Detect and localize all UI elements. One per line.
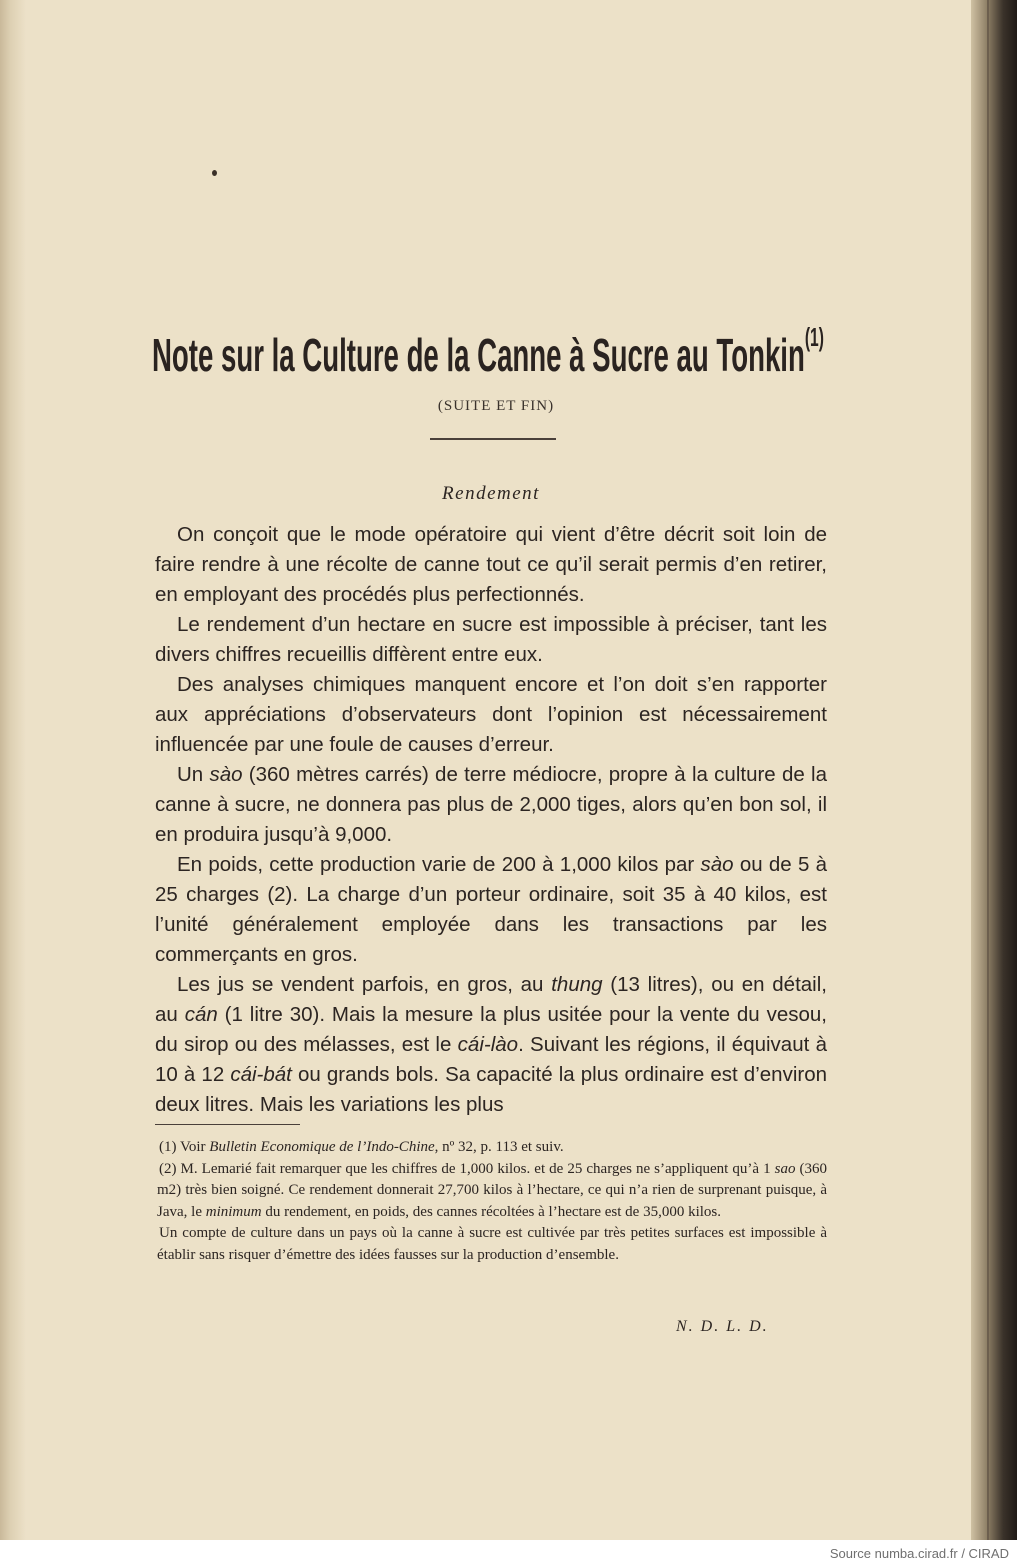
paragraph-3: Des analyses chimiques manquent encore et l’on doit s’en rapporter aux appréciations d’observateurs dont l’opinion est nécessairement influencée par une foule de causes d’erreur. <box>155 673 827 756</box>
article-title <box>152 322 1017 382</box>
paragraph-1: On conçoit que le mode opératoire qui vient d’être décrit soit loin de faire rendre à une récolte de canne tout ce qu’il serait permis d’en retirer, en employant des procédés plus perfectionnés. <box>155 523 827 606</box>
fn2-text-b: (360 m2) très bien soigné. Ce rendement donnerait 27,700 kilos à l’hectare, ce qui n’a rien de surprenant puisque, à Java, le <box>157 1160 827 1220</box>
title-divider <box>430 438 556 440</box>
footnote-3: Un compte de culture dans un pays où la canne à sucre est cultivée par très petites surfaces est impossible à établir sans risquer d’émettre des idées fausses sur la production d’ensemble. <box>157 1225 827 1263</box>
p4-text-b: (360 mètres carrés) de terre médiocre, propre à la culture de la canne à sucre, ne donnera pas plus de 2,000 tiges, alors qu’en bon sol, il en produira jusqu’à 9,000. <box>155 763 827 846</box>
body-text <box>155 520 827 1120</box>
title-footnote-marker[interactable]: (1) <box>804 322 824 352</box>
footnote-divider <box>155 1124 300 1125</box>
fn1-text-b: , nº 32, p. 113 et suiv. <box>434 1139 564 1155</box>
fn2-term-sao: sao <box>774 1160 796 1177</box>
paragraph-4 <box>155 760 827 850</box>
term-cai-bat: cái-bát <box>230 1063 292 1086</box>
section-heading: Rendement <box>442 483 540 504</box>
fn2-text-c: du rendement, en poids, des cannes récoltées à l’hectare est de 35,000 kilos. <box>261 1203 722 1220</box>
paragraph-2: Le rendement d’un hectare en sucre est impossible à préciser, tant les divers chiffres recueillis diffèrent entre eux. <box>155 613 827 666</box>
title-label: Note sur la Culture de la Canne à Sucre au Tonkin <box>152 329 805 381</box>
paragraph-5 <box>155 850 827 970</box>
title-text <box>152 322 824 382</box>
ink-speck <box>212 170 217 176</box>
term-sao: sào <box>209 763 243 786</box>
fn2-text-a: (2) M. Lemarié fait remarquer que les chiffres de 1,000 kilos. et de 25 charges ne s’appliquent qu’à 1 <box>159 1160 775 1177</box>
source-credit[interactable]: Source numba.cirad.fr / CIRAD <box>829 1546 1009 1561</box>
page-stack-edge <box>0 0 26 1540</box>
footnotes <box>157 1137 827 1266</box>
term-sao: sào <box>700 853 734 876</box>
term-cai-lao: cái-lào <box>457 1033 519 1056</box>
subtitle: (SUITE ET FIN) <box>437 398 555 414</box>
editor-signature: N. D. L. D. <box>676 1318 769 1335</box>
term-can: cán <box>184 1003 218 1026</box>
spine-fold-line <box>987 0 989 1540</box>
p6-text-b: (13 litres), ou en détail, au <box>155 973 827 1026</box>
p6-text-a: Les jus se vendent parfois, en gros, au <box>177 973 552 996</box>
p6-text-d: . Suivant les régions, il équivaut à 10 à 12 <box>155 1033 827 1086</box>
term-thung: thung <box>551 973 603 996</box>
fn1-publication-title: Bulletin Economique de l’Indo-Chine <box>209 1139 435 1155</box>
paragraph-6 <box>155 970 827 1120</box>
fn2-term-minimum: minimum <box>205 1203 262 1220</box>
p4-text-a: Un <box>177 763 210 786</box>
footnote-2 <box>157 1159 827 1224</box>
book-spine <box>971 0 1017 1540</box>
p6-text-e: ou grands bols. Sa capacité la plus ordinaire est d’environ deux litres. Mais les variations les plus <box>155 1063 827 1116</box>
p5-text-b: ou de 5 à 25 charges (2). La charge d’un porteur ordinaire, soit 35 à 40 kilos, est l’unité généralement employée dans les transactions par les commerçants en gros. <box>155 853 827 966</box>
p6-text-c: (1 litre 30). Mais la mesure la plus usitée pour la vente du vesou, du sirop ou des mélasses, est le <box>155 1003 827 1056</box>
footnote-1 <box>157 1137 827 1159</box>
p5-text-a: En poids, cette production varie de 200 à 1,000 kilos par <box>177 853 701 876</box>
fn1-text-a: (1) Voir <box>159 1139 210 1155</box>
